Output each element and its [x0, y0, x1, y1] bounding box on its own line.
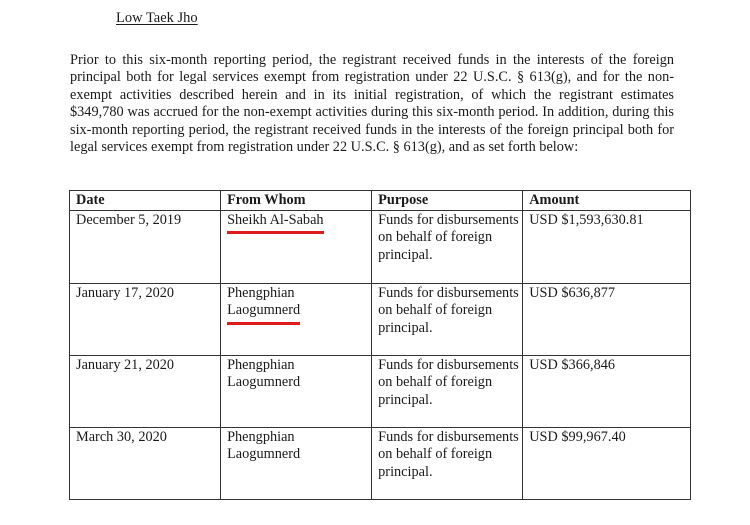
- cell-date: January 17, 2020: [70, 283, 221, 355]
- cell-amount: USD $99,967.40: [523, 427, 691, 499]
- cell-purpose: [372, 355, 523, 427]
- table-row: [70, 427, 691, 499]
- red-underline-annotation: Sheikh Al-Sabah: [227, 212, 324, 235]
- cell-amount: USD $366,846: [523, 355, 691, 427]
- cell-amount: USD $1,593,630.81: [523, 210, 691, 283]
- cell-purpose: [372, 283, 523, 355]
- cell-purpose: [372, 210, 523, 283]
- document-heading: Low Taek Jho: [116, 10, 198, 26]
- payments-table: [69, 190, 691, 500]
- purpose-text: Funds for disbursements on behalf of foreign principal.: [378, 428, 519, 480]
- cell-amount: USD $636,877: [523, 283, 691, 355]
- cell-date: January 21, 2020: [70, 355, 221, 427]
- table-row: [70, 283, 691, 355]
- cell-from-whom: [221, 210, 372, 283]
- cell-purpose: [372, 427, 523, 499]
- body-paragraph: Prior to this six-month reporting period, the registrant received funds in the interests of the foreign principal both for legal services exempt from registration under 22 U.S.C. § 613(g), and for the non-exempt activities described herein and in its initial registration, of which the registrant estimates $349,780 was accrued for the non-exempt activities during this six-month period. In addition, during this six-month reporting period, the registrant received funds in the interests of the foreign principal both for legal services exempt from registration under 22 U.S.C. § 613(g), and as set forth below:: [70, 52, 674, 156]
- header-purpose: Purpose: [372, 191, 523, 211]
- cell-from-whom: [221, 283, 372, 355]
- cell-from-whom: Phengphian Laogumnerd: [221, 427, 372, 499]
- cell-date: December 5, 2019: [70, 210, 221, 283]
- cell-from-whom: Phengphian Laogumnerd: [221, 355, 372, 427]
- header-from-whom: From Whom: [221, 191, 372, 211]
- header-amount: Amount: [523, 191, 691, 211]
- purpose-text: Funds for disbursements on behalf of foreign principal.: [378, 356, 519, 408]
- purpose-text: Funds for disbursements on behalf of foreign principal.: [378, 284, 519, 336]
- table-header-row: [70, 191, 691, 211]
- from-whom-line1: Phengphian: [227, 284, 295, 301]
- cell-date: March 30, 2020: [70, 427, 221, 499]
- table-row: [70, 210, 691, 283]
- table-row: [70, 355, 691, 427]
- purpose-text: Funds for disbursements on behalf of foreign principal.: [378, 211, 519, 263]
- header-date: Date: [70, 191, 221, 211]
- red-underline-annotation: Laogumnerd: [227, 302, 300, 325]
